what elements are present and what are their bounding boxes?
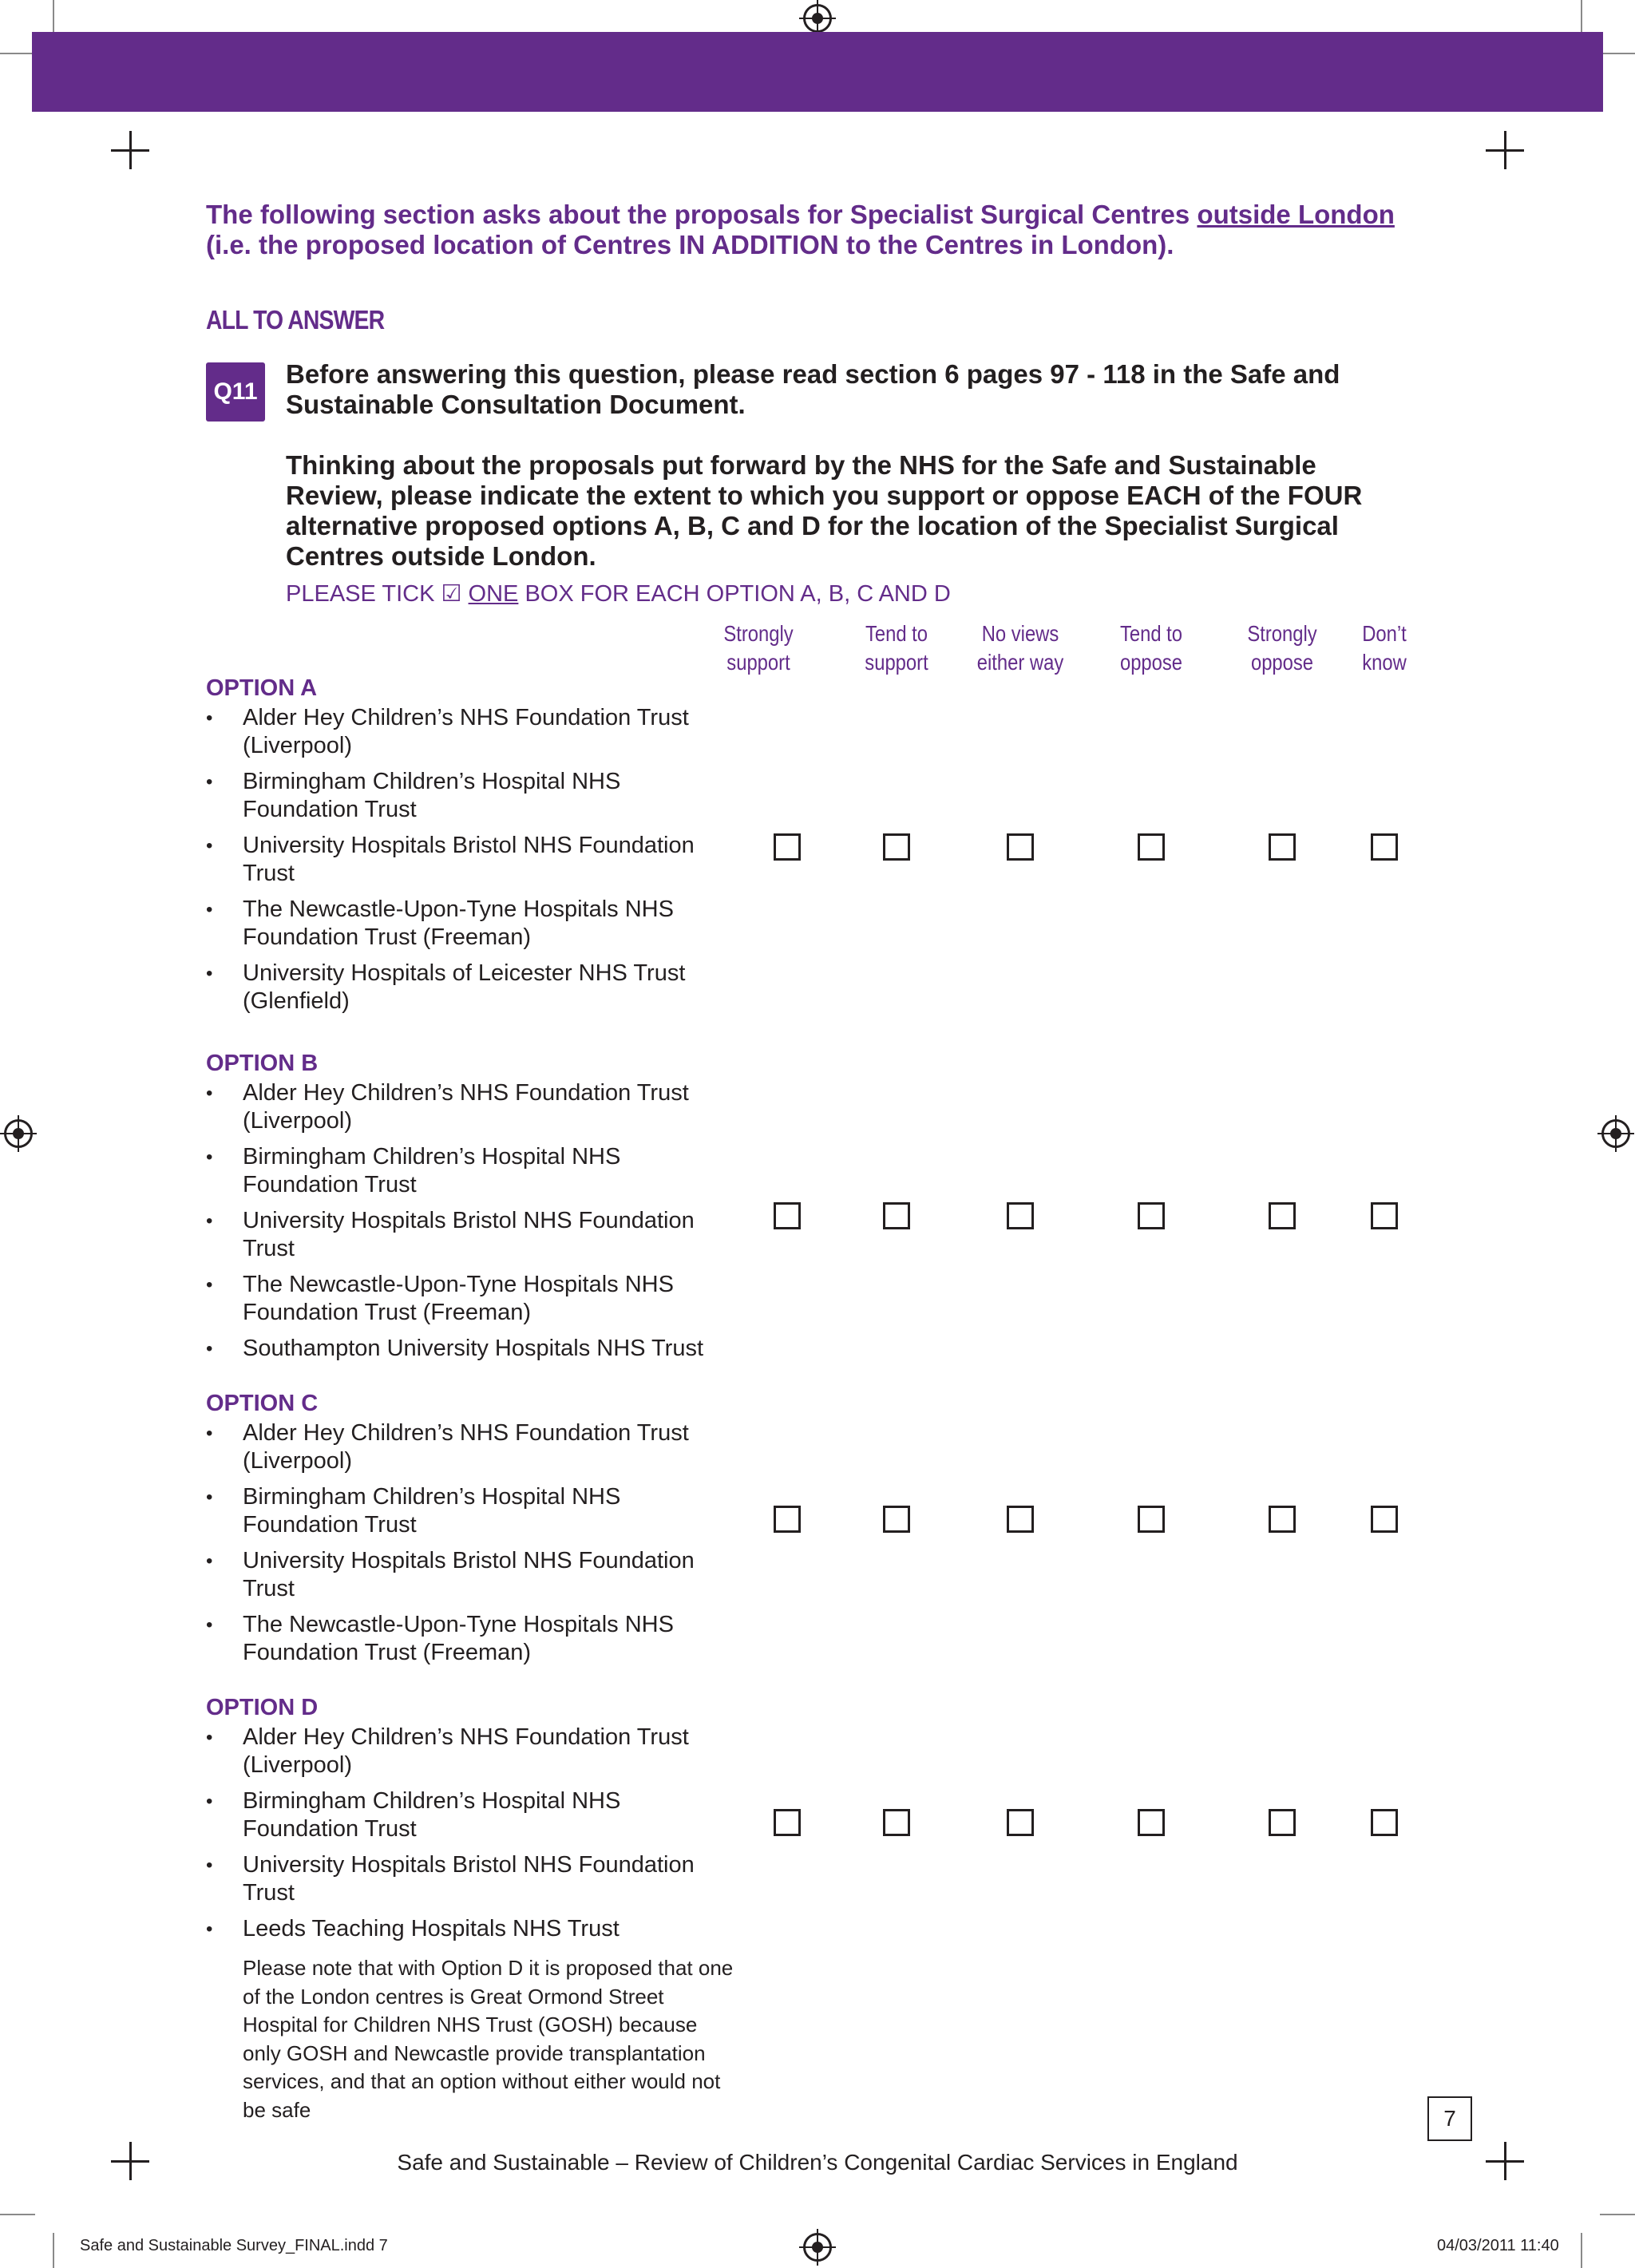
list-item: • The Newcastle-Upon-Tyne Hospitals NHS Foundation Trust (Freeman) xyxy=(206,1611,733,1667)
checkbox-option-c-strongly-support[interactable] xyxy=(774,1506,801,1533)
list-item: • University Hospitals of Leicester NHS Trust (Glenfield) xyxy=(206,960,733,1015)
trim-mark xyxy=(1600,53,1635,54)
trim-mark xyxy=(1581,0,1582,35)
question-number-badge: Q11 xyxy=(206,362,265,422)
checkbox-option-b-strongly-oppose[interactable] xyxy=(1269,1202,1296,1229)
column-header-tend-to-oppose xyxy=(1100,619,1202,677)
crop-cross xyxy=(129,131,132,169)
list-item: • Birmingham Children’s Hospital NHS Foundation Trust xyxy=(206,768,733,824)
tick-instruction-prefix: PLEASE TICK ☑ xyxy=(286,581,469,607)
checkbox-option-b-tend-to-oppose[interactable] xyxy=(1138,1202,1165,1229)
column-header-line: support xyxy=(865,650,928,675)
checkbox-option-b-strongly-support[interactable] xyxy=(774,1202,801,1229)
intro-underlined: outside London xyxy=(1197,200,1395,229)
tick-instruction-one: ONE xyxy=(468,581,519,607)
column-header-strongly-support xyxy=(707,619,810,677)
checkbox-option-c-strongly-oppose[interactable] xyxy=(1269,1506,1296,1533)
print-slug-timestamp: 04/03/2011 11:40 xyxy=(1437,2237,1559,2254)
option-d-note: Please note that with Option D it is proposed that one of the London centres is Great Ormond Street Hospital for Children NHS Trust (GOSH) because only GOSH and Newcastle provide transplantation services, and that an option without either would not be safe xyxy=(243,1956,734,2122)
column-header-strongly-oppose xyxy=(1231,619,1333,677)
registration-mark-icon xyxy=(4,1119,33,1148)
option-d-list xyxy=(206,1724,733,1951)
intro-text: The following section asks about the proposals for Specialist Surgical Centres xyxy=(206,200,1198,229)
list-item: • Alder Hey Children’s NHS Foundation Trust (Liverpool) xyxy=(206,704,733,760)
list-item: • Alder Hey Children’s NHS Foundation Trust (Liverpool) xyxy=(206,1724,733,1779)
list-item: • Southampton University Hospitals NHS Trust xyxy=(206,1335,733,1363)
column-header-line: either way xyxy=(976,650,1064,675)
list-item: • University Hospitals Bristol NHS Foundation Trust xyxy=(206,1851,733,1907)
column-header-line: No views xyxy=(981,621,1059,646)
checkbox-option-c-tend-to-oppose[interactable] xyxy=(1138,1506,1165,1533)
column-header-line: oppose xyxy=(1119,650,1183,675)
tick-instruction xyxy=(286,580,951,608)
column-header-tend-to-support xyxy=(845,619,948,677)
list-item: • Birmingham Children’s Hospital NHS Foundation Trust xyxy=(206,1143,733,1199)
checkbox-option-b-tend-to-support[interactable] xyxy=(883,1202,910,1229)
checkbox-option-c-no-views[interactable] xyxy=(1007,1506,1034,1533)
header-banner xyxy=(32,32,1603,112)
registration-mark-icon xyxy=(803,2233,832,2262)
crop-cross xyxy=(1504,131,1506,169)
registration-mark-icon xyxy=(1601,1119,1630,1148)
page-footer: Safe and Sustainable – Review of Children’s Congenital Cardiac Services in England xyxy=(397,2150,1238,2175)
column-header-line: know xyxy=(1362,650,1407,675)
trim-mark xyxy=(0,53,35,54)
option-b-title: OPTION B xyxy=(206,1051,319,1076)
checkbox-option-b-no-views[interactable] xyxy=(1007,1202,1034,1229)
checkbox-option-d-strongly-oppose[interactable] xyxy=(1269,1809,1296,1836)
list-item: • University Hospitals Bristol NHS Foundation Trust xyxy=(206,832,733,888)
option-d-title: OPTION D xyxy=(206,1695,319,1720)
checkbox-option-a-strongly-support[interactable] xyxy=(774,833,801,861)
column-header-line: Strongly xyxy=(1247,621,1317,646)
column-header-line: Tend to xyxy=(865,621,928,646)
trim-mark xyxy=(1581,2233,1582,2268)
checkbox-option-d-strongly-support[interactable] xyxy=(774,1809,801,1836)
checkbox-option-b-dont-know[interactable] xyxy=(1371,1202,1398,1229)
intro-text-end: (i.e. the proposed location of Centres IN ADDITION to the Centres in London). xyxy=(206,230,1174,259)
option-a-list xyxy=(206,704,733,1023)
column-header-line: Strongly xyxy=(723,621,794,646)
list-item: • University Hospitals Bristol NHS Foundation Trust xyxy=(206,1547,733,1603)
trim-mark xyxy=(1600,2214,1635,2215)
checkbox-option-d-no-views[interactable] xyxy=(1007,1809,1034,1836)
question-preamble: Before answering this question, please read section 6 pages 97 - 118 in the Safe and Sustainable Consultation Document. xyxy=(286,359,1340,419)
list-item: • Alder Hey Children’s NHS Foundation Trust (Liverpool) xyxy=(206,1419,733,1475)
registration-mark-icon xyxy=(803,4,832,33)
checkbox-option-a-tend-to-support[interactable] xyxy=(883,833,910,861)
list-item: • Alder Hey Children’s NHS Foundation Trust (Liverpool) xyxy=(206,1079,733,1135)
checkbox-option-c-tend-to-support[interactable] xyxy=(883,1506,910,1533)
list-item: • The Newcastle-Upon-Tyne Hospitals NHS Foundation Trust (Freeman) xyxy=(206,1271,733,1327)
trim-mark xyxy=(0,2214,35,2215)
list-item: • The Newcastle-Upon-Tyne Hospitals NHS Foundation Trust (Freeman) xyxy=(206,896,733,952)
column-header-line: Don’t xyxy=(1362,621,1407,646)
option-c-list xyxy=(206,1419,733,1675)
checkbox-option-a-tend-to-oppose[interactable] xyxy=(1138,833,1165,861)
column-header-dont-know xyxy=(1333,619,1435,677)
checkbox-option-d-tend-to-support[interactable] xyxy=(883,1809,910,1836)
column-header-line: oppose xyxy=(1250,650,1314,675)
list-item: • Leeds Teaching Hospitals NHS Trust xyxy=(206,1915,733,1943)
checkbox-option-d-tend-to-oppose[interactable] xyxy=(1138,1809,1165,1836)
all-to-answer-heading: ALL TO ANSWER xyxy=(206,305,385,334)
page-number: 7 xyxy=(1427,2096,1472,2141)
checkbox-option-d-dont-know[interactable] xyxy=(1371,1809,1398,1836)
column-header-no-views xyxy=(969,619,1071,677)
checkbox-option-c-dont-know[interactable] xyxy=(1371,1506,1398,1533)
list-item: • Birmingham Children’s Hospital NHS Foundation Trust xyxy=(206,1787,733,1843)
section-intro xyxy=(206,200,1419,260)
column-header-line: Tend to xyxy=(1119,621,1183,646)
print-slug-filename: Safe and Sustainable Survey_FINAL.indd 7 xyxy=(80,2237,388,2254)
trim-mark xyxy=(53,0,54,35)
checkbox-option-a-dont-know[interactable] xyxy=(1371,833,1398,861)
tick-instruction-suffix: BOX FOR EACH OPTION A, B, C AND D xyxy=(518,581,951,607)
option-c-title: OPTION C xyxy=(206,1391,319,1416)
checkbox-option-a-strongly-oppose[interactable] xyxy=(1269,833,1296,861)
option-b-list xyxy=(206,1079,733,1371)
list-item: • University Hospitals Bristol NHS Foundation Trust xyxy=(206,1207,733,1263)
option-a-title: OPTION A xyxy=(206,675,318,701)
list-item: • Birmingham Children’s Hospital NHS Foundation Trust xyxy=(206,1483,733,1539)
trim-mark xyxy=(53,2233,54,2268)
column-header-line: support xyxy=(726,650,790,675)
question-text: Thinking about the proposals put forward by the NHS for the Safe and Sustainable Review, please indicate the extent to which you support or oppose EACH of the FOUR alternative proposed options A, B, C and D for the location of the Specialist Surgical Centres outside London. xyxy=(286,450,1363,571)
checkbox-option-a-no-views[interactable] xyxy=(1007,833,1034,861)
